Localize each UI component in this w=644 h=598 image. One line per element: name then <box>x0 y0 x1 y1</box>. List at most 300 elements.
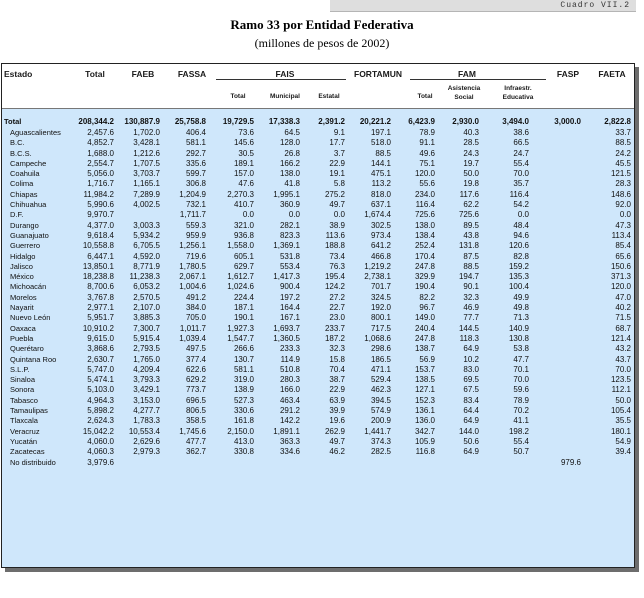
value-cell: 800.1 <box>370 313 391 323</box>
value-cell: 1,716.7 <box>87 179 114 189</box>
value-cell: 1,256.1 <box>179 241 206 251</box>
value-cell: 1,204.9 <box>179 189 206 199</box>
fais-rule <box>216 79 346 80</box>
value-cell: 70.0 <box>513 169 529 179</box>
value-cell <box>532 272 584 282</box>
value-cell <box>532 385 584 395</box>
header-faeta: FAETA <box>598 69 626 79</box>
value-cell: 477.7 <box>185 436 206 446</box>
value-cell: 186.5 <box>370 354 391 364</box>
value-cell <box>532 293 584 303</box>
table-row <box>2 159 634 169</box>
value-cell: 89.5 <box>463 220 479 230</box>
value-cell: 518.0 <box>370 138 391 148</box>
value-cell: 39.9 <box>329 406 345 416</box>
value-cell: 62.2 <box>463 200 479 210</box>
value-cell: 25,758.8 <box>174 116 206 126</box>
table-row <box>2 324 634 334</box>
value-cell: 9,615.0 <box>87 333 114 343</box>
value-cell: 112.1 <box>611 385 631 395</box>
value-cell: 3,868.6 <box>87 344 114 354</box>
value-cell: 0.0 <box>517 210 529 220</box>
value-cell <box>532 427 584 437</box>
value-cell: 70.0 <box>615 364 631 374</box>
value-cell: 88.5 <box>463 261 479 271</box>
value-cell: 197.1 <box>370 128 391 137</box>
value-cell: 0.0 <box>288 210 300 220</box>
value-cell: 153.7 <box>414 364 435 374</box>
value-cell: 94.6 <box>513 230 529 240</box>
value-cell: 1,441.7 <box>364 426 391 436</box>
table-row <box>2 262 634 272</box>
value-cell: 24.2 <box>615 148 631 158</box>
value-cell <box>394 458 438 468</box>
value-cell: 324.5 <box>370 292 391 302</box>
value-cell: 187.2 <box>324 333 345 343</box>
value-cell: 282.1 <box>279 220 300 230</box>
state-name-cell: Querétaro <box>10 344 44 354</box>
value-cell: 49.6 <box>419 148 435 158</box>
value-cell: 3,153.0 <box>133 395 160 405</box>
value-cell <box>532 303 584 313</box>
value-cell: 50.7 <box>513 447 529 457</box>
value-cell: 120.6 <box>508 241 529 251</box>
value-cell: 100.4 <box>508 282 529 292</box>
value-cell: 334.6 <box>279 447 300 457</box>
value-cell <box>584 458 634 468</box>
table-row <box>2 416 634 426</box>
value-cell: 78.9 <box>513 395 529 405</box>
value-cell: 1,891.1 <box>273 426 300 436</box>
value-cell: 64.9 <box>463 344 479 354</box>
value-cell: 45.5 <box>615 158 631 168</box>
value-cell: 622.6 <box>185 364 206 374</box>
value-cell: 138.5 <box>414 375 435 385</box>
state-name-cell: Nayarit <box>10 303 34 313</box>
value-cell: 4,060.0 <box>87 436 114 446</box>
value-cell: 330.8 <box>233 447 254 457</box>
value-cell: 2,624.3 <box>87 416 114 426</box>
table-row <box>2 190 634 200</box>
value-cell <box>532 447 584 457</box>
value-cell: 136.1 <box>414 406 435 416</box>
value-cell: 113.4 <box>611 230 631 240</box>
header-fam: FAM <box>458 69 476 79</box>
value-cell: 471.1 <box>370 364 391 374</box>
value-cell: 40.2 <box>615 303 631 313</box>
state-name-cell: Colima <box>10 179 34 189</box>
value-cell: 2,457.6 <box>87 128 114 137</box>
value-cell: 17,338.3 <box>268 116 300 126</box>
value-cell: 1,417.3 <box>273 272 300 282</box>
value-cell: 818.0 <box>370 189 391 199</box>
value-cell: 43.7 <box>615 354 631 364</box>
value-cell: 144.5 <box>458 323 479 333</box>
value-cell: 1,004.6 <box>179 282 206 292</box>
value-cell <box>532 231 584 241</box>
value-cell: 5.8 <box>333 179 345 189</box>
value-cell: 121.4 <box>610 333 631 343</box>
state-name-cell: B.C. <box>10 138 25 148</box>
value-cell: 135.3 <box>508 272 529 282</box>
value-cell: 148.6 <box>610 189 631 199</box>
value-cell: 266.6 <box>233 344 254 354</box>
value-cell: 50.0 <box>615 395 631 405</box>
state-name-cell: Guanajuato <box>10 230 49 240</box>
value-cell: 28.5 <box>463 138 479 148</box>
value-cell: 130.8 <box>508 333 529 343</box>
table-row <box>2 252 634 262</box>
value-cell <box>117 458 163 468</box>
value-cell: 302.5 <box>370 220 391 230</box>
table-row <box>2 128 634 138</box>
value-cell: 510.8 <box>279 364 300 374</box>
value-cell: 49.7 <box>329 200 345 210</box>
table-row <box>2 375 634 385</box>
value-cell: 10.2 <box>463 354 479 364</box>
table-number-tag <box>330 0 636 12</box>
state-name-cell: Yucatán <box>10 436 38 446</box>
value-cell: 979.6 <box>560 457 581 467</box>
state-name-cell: Chihuahua <box>10 200 47 210</box>
value-cell: 64.9 <box>463 416 479 426</box>
value-cell <box>532 324 584 334</box>
value-cell: 164.4 <box>279 303 300 313</box>
value-cell: 69.5 <box>463 375 479 385</box>
value-cell: 187.1 <box>233 303 254 313</box>
value-cell: 4,277.7 <box>133 406 160 416</box>
table-row <box>2 210 634 220</box>
state-name-cell: Veracruz <box>10 426 40 436</box>
value-cell: 130.7 <box>233 354 254 364</box>
value-cell: 4,377.0 <box>87 220 114 230</box>
value-cell: 4,852.7 <box>87 138 114 148</box>
value-cell: 1,780.5 <box>179 261 206 271</box>
value-cell: 360.9 <box>279 200 300 210</box>
value-cell: 466.8 <box>370 251 391 261</box>
value-cell: 127.1 <box>414 385 435 395</box>
value-cell: 68.7 <box>615 323 631 333</box>
value-cell: 120.0 <box>414 169 435 179</box>
value-cell: 3,885.3 <box>133 313 160 323</box>
value-cell: 1,688.0 <box>87 148 114 158</box>
state-name-cell: Tabasco <box>10 395 38 405</box>
table-row <box>2 437 634 447</box>
value-cell: 7,289.9 <box>133 189 160 199</box>
state-name-cell: Puebla <box>10 333 34 343</box>
value-cell: 2,107.0 <box>133 303 160 313</box>
value-cell: 959.9 <box>185 230 206 240</box>
value-cell: 2,979.3 <box>133 447 160 457</box>
value-cell <box>532 375 584 385</box>
value-cell: 3,429.1 <box>133 385 160 395</box>
value-cell: 18,238.8 <box>82 272 114 282</box>
value-cell: 27.2 <box>329 292 345 302</box>
table-row <box>2 385 634 395</box>
value-cell: 6,053.2 <box>133 282 160 292</box>
value-cell: 2,630.7 <box>87 354 114 364</box>
value-cell: 130,887.9 <box>124 116 160 126</box>
value-cell <box>532 437 584 447</box>
value-cell: 138.0 <box>414 220 435 230</box>
value-cell <box>532 138 584 148</box>
value-cell: 41.8 <box>284 179 300 189</box>
table-row <box>2 355 634 365</box>
value-cell: 0.0 <box>242 210 254 220</box>
state-name-cell: México <box>10 272 34 282</box>
value-cell: 1,219.2 <box>364 261 391 271</box>
value-cell: 38.6 <box>513 128 529 137</box>
value-cell: 900.4 <box>279 282 300 292</box>
value-cell: 47.0 <box>615 292 631 302</box>
state-name-cell: No distribuido <box>10 457 56 467</box>
value-cell: 136.0 <box>414 416 435 426</box>
value-cell <box>532 221 584 231</box>
value-cell: 88.5 <box>615 138 631 148</box>
value-cell <box>532 344 584 354</box>
value-cell: 5,915.4 <box>133 333 160 343</box>
value-cell: 553.4 <box>279 261 300 271</box>
value-cell: 73.6 <box>238 128 254 137</box>
value-cell: 190.1 <box>233 313 254 323</box>
table-row <box>2 138 634 148</box>
value-cell: 329.9 <box>414 272 435 282</box>
value-cell: 2,793.5 <box>133 344 160 354</box>
value-cell: 35.5 <box>615 416 631 426</box>
value-cell: 54.9 <box>615 436 631 446</box>
state-name-cell: Oaxaca <box>10 323 36 333</box>
value-cell: 291.2 <box>279 406 300 416</box>
value-cell: 377.4 <box>185 354 206 364</box>
state-name-cell: Zacatecas <box>10 447 45 457</box>
value-cell: 145.6 <box>233 138 254 148</box>
value-cell: 117.6 <box>459 189 479 199</box>
state-name-cell: Tlaxcala <box>10 416 38 426</box>
value-cell: 105.9 <box>414 436 435 446</box>
value-cell: 559.3 <box>185 220 206 230</box>
table-row <box>2 282 634 292</box>
value-cell: 298.6 <box>370 344 391 354</box>
value-cell: 0.0 <box>333 210 345 220</box>
value-cell: 113.2 <box>371 179 391 189</box>
value-cell: 330.6 <box>233 406 254 416</box>
value-cell: 1,702.0 <box>133 128 160 137</box>
value-cell: 1,547.7 <box>227 333 254 343</box>
value-cell: 87.5 <box>463 251 479 261</box>
value-cell: 2,629.6 <box>133 436 160 446</box>
value-cell: 1,927.3 <box>227 323 254 333</box>
value-cell: 19.7 <box>463 158 479 168</box>
header-estado: Estado <box>4 69 33 79</box>
value-cell: 73.4 <box>329 251 345 261</box>
value-cell: 410.7 <box>233 200 254 210</box>
header-fassa: FASSA <box>177 69 207 79</box>
value-cell: 85.4 <box>615 241 631 251</box>
value-cell: 725.6 <box>458 210 479 220</box>
value-cell: 55.4 <box>513 158 529 168</box>
value-cell: 2,067.1 <box>179 272 206 282</box>
value-cell: 157.0 <box>233 169 254 179</box>
state-name-cell: Morelos <box>10 292 37 302</box>
value-cell: 3,428.1 <box>133 138 160 148</box>
value-cell: 1,711.7 <box>179 210 206 220</box>
value-cell: 35.7 <box>513 179 529 189</box>
state-name-cell: Quintana Roo <box>10 354 57 364</box>
value-cell: 167.1 <box>279 313 300 323</box>
data-table <box>2 116 634 468</box>
value-cell: 10,558.8 <box>82 241 114 251</box>
value-cell <box>117 210 163 220</box>
value-cell: 47.7 <box>513 354 529 364</box>
value-cell: 1,011.7 <box>179 323 206 333</box>
header-faeb: FAEB <box>131 69 155 79</box>
value-cell: 725.6 <box>414 210 435 220</box>
value-cell <box>532 159 584 169</box>
header-fais-municipal: Municipal <box>270 93 300 100</box>
value-cell: 96.7 <box>419 303 435 313</box>
value-cell: 1,612.7 <box>227 272 254 282</box>
table-row <box>2 447 634 457</box>
value-cell: 475.1 <box>370 169 391 179</box>
value-cell: 10,910.2 <box>82 323 114 333</box>
value-cell: 166.0 <box>279 385 300 395</box>
value-cell: 5,934.2 <box>133 230 160 240</box>
header-fam-total: Total <box>417 93 433 100</box>
value-cell: 88.5 <box>375 148 391 158</box>
value-cell: 2,822.8 <box>604 116 631 126</box>
value-cell: 33.7 <box>615 128 631 137</box>
value-cell: 188.8 <box>324 241 345 251</box>
value-cell: 200.9 <box>370 416 391 426</box>
value-cell <box>532 334 584 344</box>
table-header <box>2 64 634 109</box>
header-fam-infraestructura: Infraestr. Educativa <box>502 85 534 101</box>
value-cell: 719.6 <box>185 251 206 261</box>
value-cell: 823.3 <box>279 230 300 240</box>
value-cell: 3.7 <box>333 148 345 158</box>
value-cell: 19.6 <box>329 416 345 426</box>
value-cell: 262.9 <box>324 426 345 436</box>
value-cell <box>532 406 584 416</box>
value-cell: 319.0 <box>233 375 254 385</box>
table-row <box>2 313 634 323</box>
value-cell: 64.9 <box>463 447 479 457</box>
value-cell: 247.8 <box>414 333 435 343</box>
value-cell <box>532 128 584 138</box>
value-cell: 43.2 <box>615 344 631 354</box>
value-cell: 1,995.1 <box>273 189 300 199</box>
value-cell: 15,042.2 <box>82 426 114 436</box>
value-cell: 40.3 <box>463 128 479 137</box>
value-cell: 48.4 <box>513 220 529 230</box>
value-cell: 180.1 <box>610 426 631 436</box>
value-cell <box>532 313 584 323</box>
value-cell: 19.8 <box>463 179 479 189</box>
value-cell: 1,369.1 <box>273 241 300 251</box>
value-cell <box>532 396 584 406</box>
state-name-cell: Michoacán <box>10 282 47 292</box>
value-cell: 114.9 <box>280 354 300 364</box>
value-cell: 280.3 <box>279 375 300 385</box>
value-cell: 70.2 <box>513 406 529 416</box>
value-cell: 2,391.2 <box>318 116 345 126</box>
value-cell: 6,447.1 <box>87 251 114 261</box>
header-fais-total: Total <box>230 93 246 100</box>
state-name-cell: B.C.S. <box>10 148 32 158</box>
value-cell: 59.6 <box>513 385 529 395</box>
value-cell: 22.7 <box>329 303 345 313</box>
value-cell: 233.7 <box>324 323 345 333</box>
value-cell: 76.3 <box>329 261 345 271</box>
value-cell: 55.6 <box>419 179 435 189</box>
value-cell <box>532 355 584 365</box>
value-cell: 5,056.0 <box>87 169 114 179</box>
value-cell: 1,765.0 <box>133 354 160 364</box>
value-cell: 15.8 <box>329 354 345 364</box>
value-cell: 7,300.7 <box>133 323 160 333</box>
value-cell: 24.7 <box>513 148 529 158</box>
value-cell: 10,553.4 <box>128 426 160 436</box>
value-cell <box>532 210 584 220</box>
value-cell <box>438 458 482 468</box>
value-cell: 240.4 <box>414 323 435 333</box>
value-cell: 629.7 <box>233 261 254 271</box>
value-cell: 275.2 <box>324 189 345 199</box>
header-fam-asistencia: Asistencia Social <box>447 85 481 101</box>
value-cell: 5,990.6 <box>87 200 114 210</box>
value-cell: 2,150.0 <box>227 426 254 436</box>
value-cell: 732.1 <box>185 200 206 210</box>
value-cell: 26.8 <box>284 148 300 158</box>
value-cell: 1,024.6 <box>227 282 254 292</box>
value-cell: 11,984.2 <box>83 189 114 199</box>
value-cell: 92.0 <box>615 200 631 210</box>
value-cell: 77.7 <box>463 313 479 323</box>
value-cell: 208,344.2 <box>78 116 114 126</box>
table-row <box>2 458 634 468</box>
value-cell: 1,360.5 <box>273 333 300 343</box>
table-row <box>2 200 634 210</box>
value-cell: 116.8 <box>415 447 435 457</box>
value-cell: 64.4 <box>463 406 479 416</box>
state-name-cell: Jalisco <box>10 261 33 271</box>
value-cell: 342.7 <box>414 426 435 436</box>
value-cell: 22.9 <box>329 158 345 168</box>
state-name-cell: Chiapas <box>10 189 38 199</box>
value-cell: 67.5 <box>463 385 479 395</box>
value-cell: 128.0 <box>279 138 300 148</box>
value-cell: 192.0 <box>370 303 391 313</box>
table-row <box>2 241 634 251</box>
value-cell: 3,000.0 <box>554 116 581 126</box>
value-cell <box>257 458 303 468</box>
value-cell: 3,494.0 <box>502 116 529 126</box>
table-row <box>2 169 634 179</box>
value-cell: 71.3 <box>513 313 529 323</box>
value-cell <box>209 458 257 468</box>
value-cell: 531.8 <box>279 251 300 261</box>
value-cell: 717.5 <box>370 323 391 333</box>
table-row <box>2 293 634 303</box>
value-cell: 2,738.1 <box>364 272 391 282</box>
table-title: Ramo 33 por Entidad Federativa <box>230 17 414 32</box>
value-cell: 83.0 <box>463 364 479 374</box>
value-cell: 701.7 <box>370 282 391 292</box>
table-row <box>2 427 634 437</box>
value-cell: 23.0 <box>329 313 345 323</box>
value-cell: 41.1 <box>513 416 529 426</box>
value-cell: 2,930.0 <box>452 116 479 126</box>
